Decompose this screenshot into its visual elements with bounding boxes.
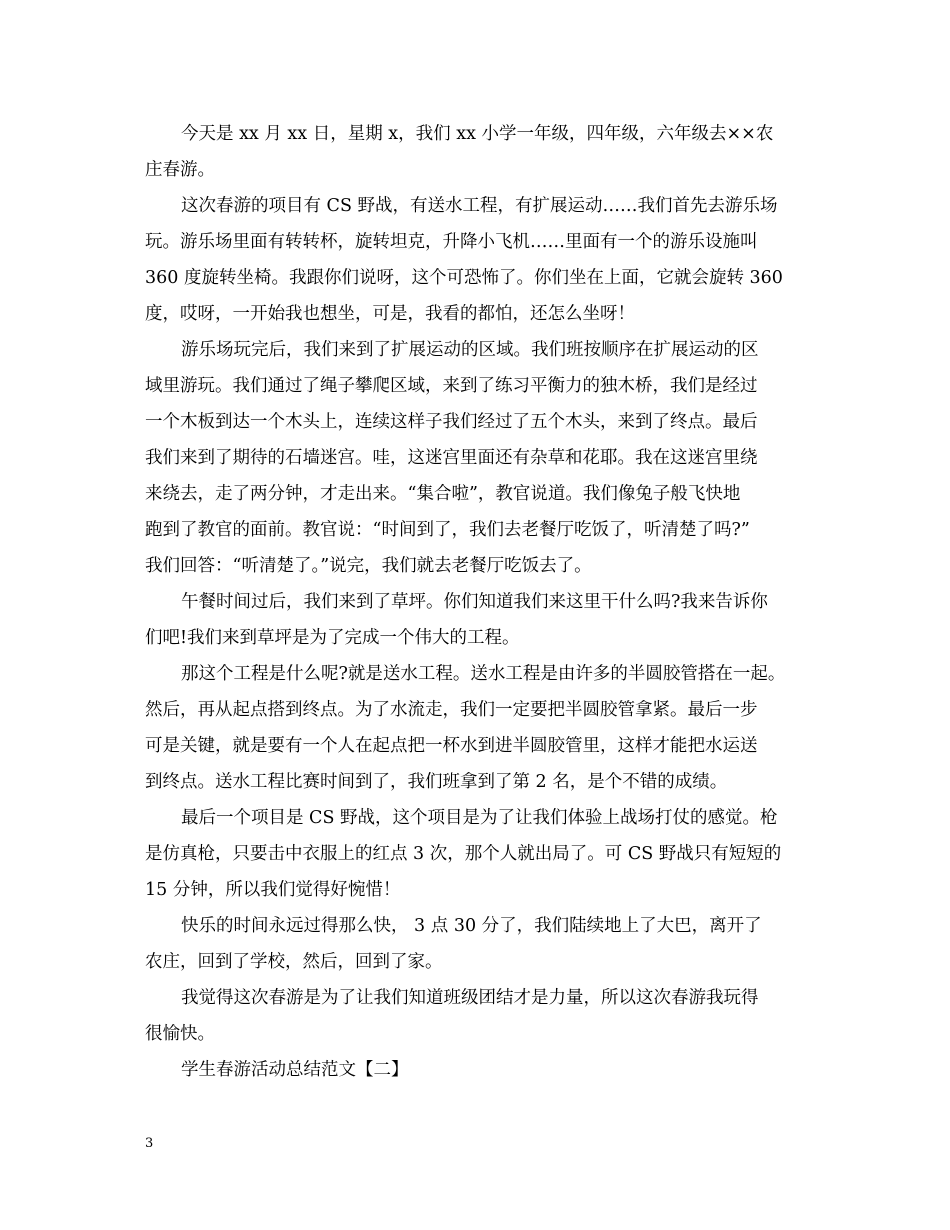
paragraph-line: 是仿真枪，只要击中衣服上的红点 3 次，那个人就出局了。可 CS 野战只有短短的: [145, 844, 782, 864]
paragraph-line: 跑到了教官的面前。教官说：“时间到了，我们去老餐厅吃饭了，听清楚了吗?”: [145, 520, 750, 540]
paragraph-line: 庄春游。: [145, 160, 215, 180]
paragraph-line: 快乐的时间永远过得那么快， 3 点 30 分了，我们陆续地上了大巴，离开了: [181, 916, 762, 936]
paragraph-line: 农庄，回到了学校，然后，回到了家。: [145, 952, 443, 972]
section-heading: 学生春游活动总结范文【二】: [181, 1060, 409, 1080]
paragraph-line: 这次春游的项目有 CS 野战，有送水工程，有扩展运动……我们首先去游乐场: [181, 196, 778, 216]
document-body: [145, 116, 835, 1088]
paragraph-line: 午餐时间过后，我们来到了草坪。你们知道我们来这里干什么吗?我来告诉你: [181, 592, 768, 612]
paragraph-line: 一个木板到达一个木头上，连续这样子我们经过了五个木头，来到了终点。最后: [145, 412, 758, 432]
paragraph-line: 可是关键，就是要有一个人在起点把一杯水到进半圆胶管里，这样才能把水运送: [145, 736, 758, 756]
paragraph-line: 游乐场玩完后，我们来到了扩展运动的区域。我们班按顺序在扩展运动的区: [181, 340, 759, 360]
paragraph-line: 那这个工程是什么呢?就是送水工程。送水工程是由许多的半圆胶管搭在一起。: [181, 664, 786, 684]
paragraph-line: 域里游玩。我们通过了绳子攀爬区域，来到了练习平衡力的独木桥，我们是经过: [145, 376, 758, 396]
paragraph-line: 我觉得这次春游是为了让我们知道班级团结才是力量，所以这次春游我玩得: [181, 988, 759, 1008]
paragraph-line: 很愉快。: [145, 1024, 215, 1044]
page-number: 3: [145, 1136, 154, 1151]
paragraph-line: 度，哎呀，一开始我也想坐，可是，我看的都怕，还怎么坐呀！: [145, 304, 635, 324]
paragraph-line: 360 度旋转坐椅。我跟你们说呀，这个可恐怖了。你们坐在上面，它就会旋转 360: [145, 268, 783, 288]
paragraph-line: 我们来到了期待的石墙迷宫。哇，这迷宫里面还有杂草和花耶。我在这迷宫里绕: [145, 448, 758, 468]
paragraph-line: 们吧!我们来到草坪是为了完成一个伟大的工程。: [145, 628, 520, 648]
paragraph-line: 玩。游乐场里面有转转杯，旋转坦克，升降小飞机……里面有一个的游乐设施叫: [145, 232, 758, 252]
paragraph-line: 到终点。送水工程比赛时间到了，我们班拿到了第 2 名，是个不错的成绩。: [145, 772, 728, 792]
paragraph-line: 然后，再从起点搭到终点。为了水流走，我们一定要把半圆胶管拿紧。最后一步: [145, 700, 758, 720]
paragraph-line: 来绕去，走了两分钟，才走出来。“集合啦”，教官说道。我们像兔子般飞快地: [145, 484, 741, 504]
paragraph-line: 15 分钟，所以我们觉得好惋惜！: [145, 880, 401, 900]
paragraph-line: 我们回答：“听清楚了。”说完，我们就去老餐厅吃饭去了。: [145, 556, 592, 576]
paragraph-line: 今天是 xx 月 xx 日，星期 x，我们 xx 小学一年级，四年级，六年级去××农: [181, 124, 774, 144]
paragraph-line: 最后一个项目是 CS 野战，这个项目是为了让我们体验上战场打仗的感觉。枪: [181, 808, 778, 828]
